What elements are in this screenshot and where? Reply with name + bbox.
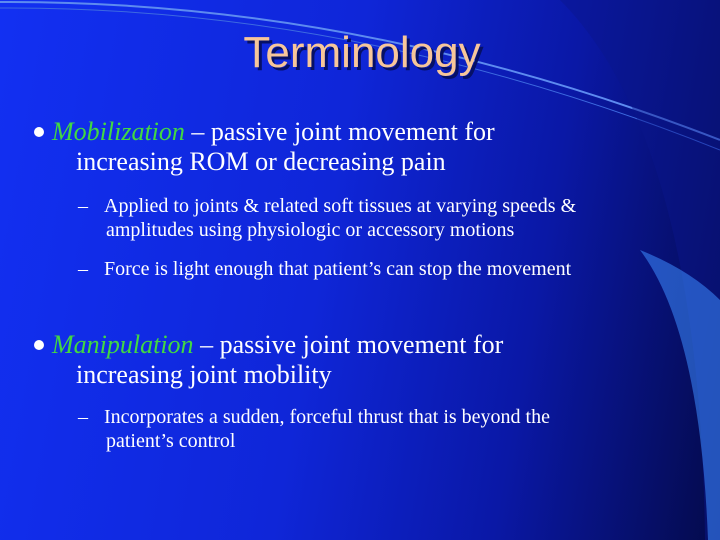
- sub-bullet-item: [78, 257, 571, 281]
- bullet-dot-icon: [34, 127, 44, 137]
- dash-icon: –: [78, 195, 88, 217]
- slide-title: Terminology: [243, 28, 481, 77]
- dash-icon: –: [78, 406, 88, 428]
- sub-bullet-line-1: Force is light enough that patient’s can stop the movement: [104, 258, 572, 280]
- sub-bullet-item: [78, 405, 550, 453]
- term-mobilization: Mobilization: [52, 117, 185, 146]
- sub-bullet-line-2: patient’s control: [106, 430, 236, 452]
- sub-bullet-line-2: amplitudes using physiologic or accessory motions: [106, 219, 515, 241]
- sub-bullet-line-1: Incorporates a sudden, forceful thrust that is beyond the: [104, 406, 550, 428]
- definition-line-1: – passive joint movement for: [193, 330, 504, 359]
- term-manipulation: Manipulation: [52, 330, 194, 359]
- dash-icon: –: [78, 258, 88, 280]
- bullet-dot-icon: [34, 340, 44, 350]
- bullet-item-mobilization: [34, 117, 495, 177]
- definition-line-1: – passive joint movement for: [184, 117, 495, 146]
- definition-line-2: increasing joint mobility: [76, 360, 332, 389]
- bullet-item-manipulation: [34, 330, 503, 390]
- sub-bullet-line-1: Applied to joints & related soft tissues at varying speeds &: [104, 195, 577, 217]
- sub-bullet-item: [78, 194, 576, 242]
- definition-line-2: increasing ROM or decreasing pain: [76, 147, 446, 176]
